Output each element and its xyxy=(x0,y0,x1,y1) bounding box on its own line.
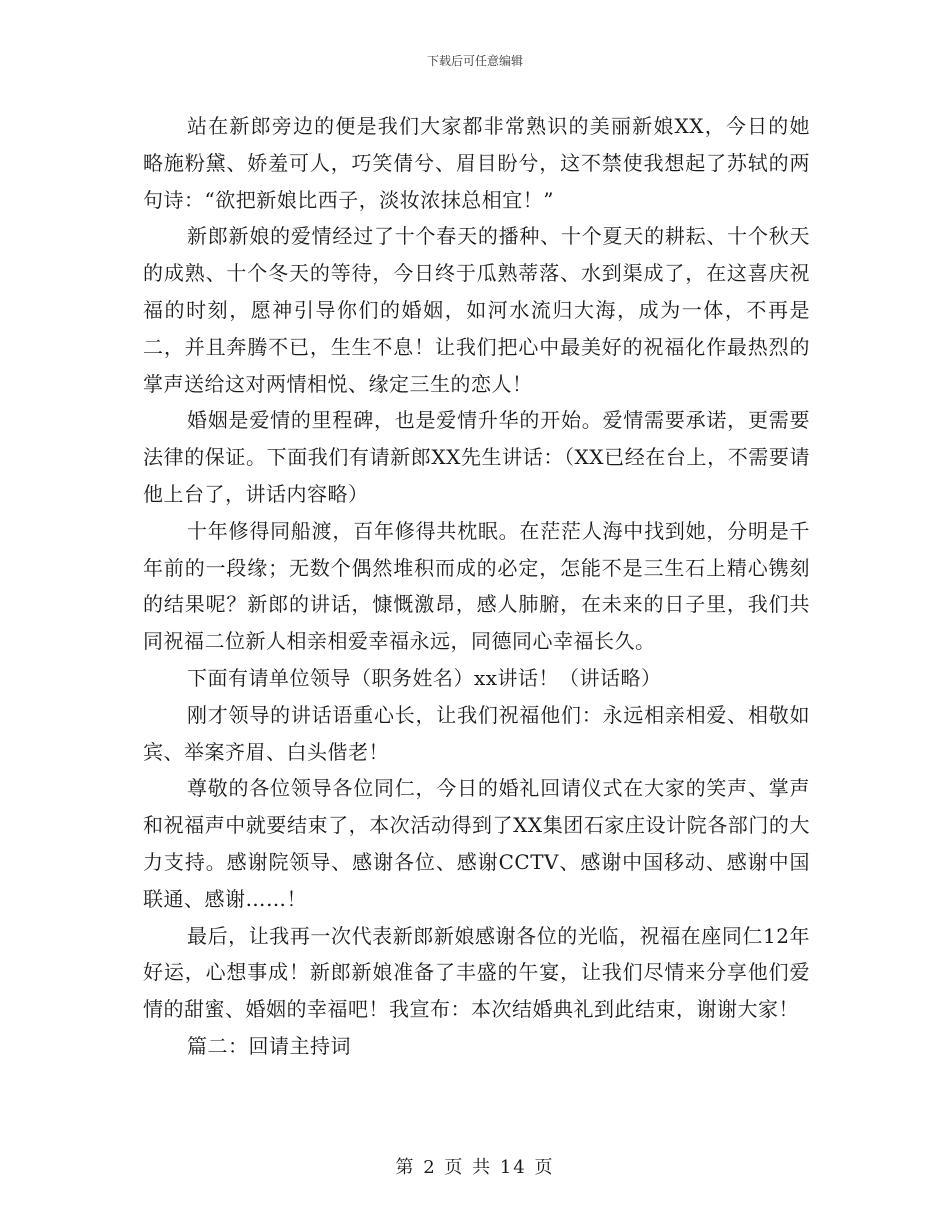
page-number-footer: 第 2 页 共 14 页 xyxy=(395,1157,555,1178)
paragraph-7: 尊敬的各位领导各位同仁，今日的婚礼回请仪式在大家的笑声、掌声和祝福声中就要结束了，本次活动得到了XX集团石家庄设计院各部门的大力支持。感谢院领导、感谢各位、感谢CCTV、感谢中国移动、感谢中国联通、感谢……！ xyxy=(143,776,810,911)
paragraph-2: 新郎新娘的爱情经过了十个春天的播种、十个夏天的耕耘、十个秋天的成熟、十个冬天的等待，今日终于瓜熟蒂落、水到渠成了，在这喜庆祝福的时刻，愿神引导你们的婚姻，如河水流归大海，成为一体，不再是 二，并且奔腾不已，生生不息！让我们把心中最美好的祝福化作最热烈的掌声送给这对两情相悦、缘定三生的恋人！ xyxy=(143,224,810,396)
paragraph-8: 最后，让我再一次代表新郎新娘感谢各位的光临，祝福在座同仁12年好运，心想事成！新郎新娘准备了丰盛的午宴，让我们尽情来分享他们爱情的甜蜜、婚姻的幸福吧！我宣布：本次结婚典礼到此结束，谢谢大家！ xyxy=(143,923,810,1022)
paragraph-5: 下面有请单位领导（职务姓名）xx讲话！（讲话略） xyxy=(187,665,662,690)
paragraph-6: 刚才领导的讲话语重心长，让我们祝福他们：永远相亲相爱、相敬如宾、举案齐眉、白头偕老！ xyxy=(143,702,810,764)
paragraph-4: 十年修得同船渡，百年修得共枕眠。在茫茫人海中找到她，分明是千年前的一段缘；无数个偶然堆积而成的必定，怎能不是三生石上精心镌刻的结果呢？新郎的讲话，慷慨激昂，感人肺腑，在未来的日子里，我们共同祝福二位新人相亲相爱幸福永远，同德同心幸福长久。 xyxy=(143,518,810,654)
page-header: 下载后可任意编辑 xyxy=(426,54,523,68)
section-heading: 篇二：回请主持词 xyxy=(187,1033,351,1058)
document-body xyxy=(143,108,810,1065)
paragraph-3: 婚姻是爱情的里程碑，也是爱情升华的开始。爱情需要承诺，更需要法律的保证。下面我们有请新郎XX先生讲话：（XX已经在台上，不需要请他上台了，讲话内容略） xyxy=(143,408,810,506)
paragraph-1: 站在新郎旁边的便是我们大家都非常熟识的美丽新娘XX，今日的她略施粉黛、娇羞可人，巧笑倩兮、眉目盼兮，这不禁使我想起了苏轼的两句诗：“欲把新娘比西子，淡妆浓抹总相宜！” xyxy=(143,114,810,212)
